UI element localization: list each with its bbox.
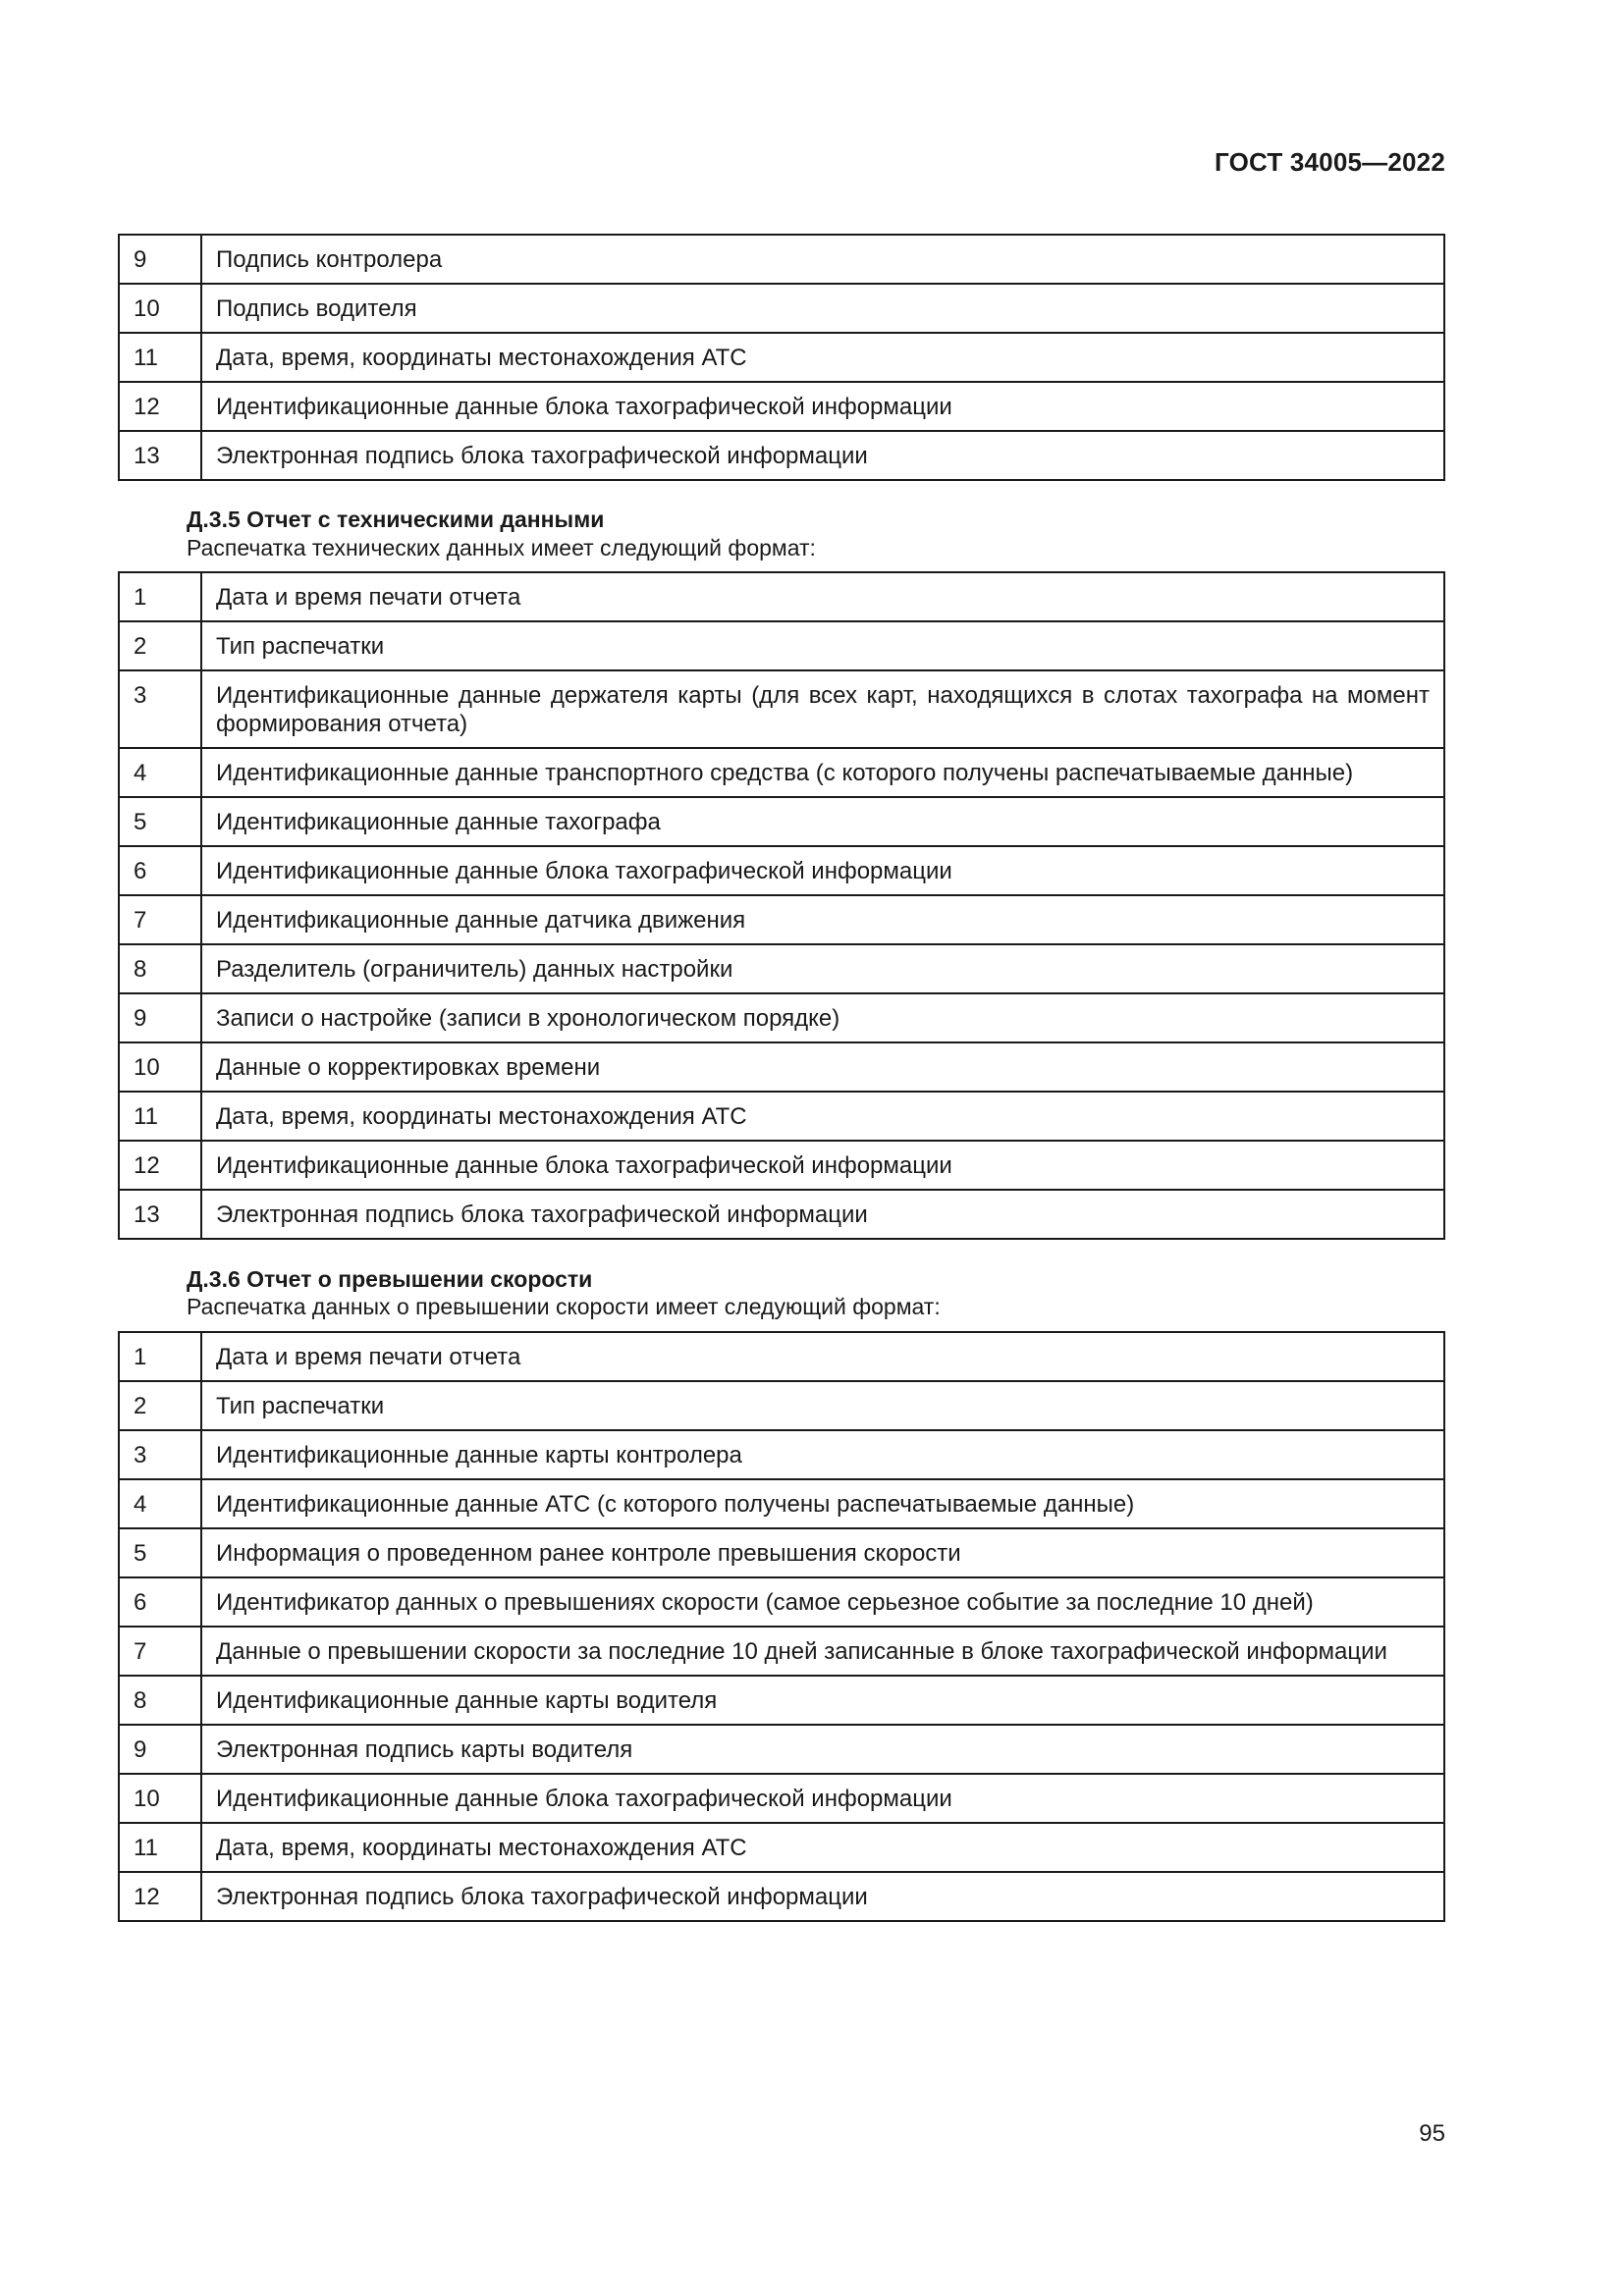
table-row (119, 895, 1444, 944)
row-number: 10 (119, 1042, 201, 1092)
row-number: 9 (119, 1725, 201, 1774)
row-description: Подпись контролера (201, 235, 1444, 284)
table-technical-data-body (119, 572, 1444, 1239)
row-description: Идентификатор данных о превышениях скорости (самое серьезное событие за последние 10 дней) (201, 1577, 1444, 1627)
row-description: Дата, время, координаты местонахождения АТС (201, 333, 1444, 382)
row-description: Дата и время печати отчета (201, 1332, 1444, 1381)
row-description: Тип распечатки (201, 621, 1444, 670)
table-continued-body (119, 235, 1444, 480)
table-row (119, 1528, 1444, 1577)
table-row (119, 1141, 1444, 1190)
table-row (119, 1627, 1444, 1676)
row-description: Идентификационные данные блока тахографической информации (201, 1141, 1444, 1190)
row-description: Данные о превышении скорости за последние 10 дней записанные в блоке тахографической информации (201, 1627, 1444, 1676)
row-description: Дата и время печати отчета (201, 572, 1444, 621)
section-d35-intro: Распечатка технических данных имеет следующий формат: (187, 535, 816, 561)
table-row (119, 944, 1444, 993)
table-row (119, 993, 1444, 1042)
table-row (119, 1092, 1444, 1141)
row-description: Идентификационные данные блока тахографической информации (201, 846, 1444, 895)
row-number: 12 (119, 1141, 201, 1190)
row-number: 11 (119, 1823, 201, 1872)
table-row (119, 1676, 1444, 1725)
row-number: 9 (119, 993, 201, 1042)
row-description: Тип распечатки (201, 1381, 1444, 1430)
table-row (119, 1774, 1444, 1823)
row-description: Идентификационные данные держателя карты (для всех карт, находящихся в слотах тахографа на момент формирования отчета) (201, 670, 1444, 748)
row-number: 11 (119, 1092, 201, 1141)
row-description: Идентификационные данные датчика движения (201, 895, 1444, 944)
row-number: 5 (119, 1528, 201, 1577)
table-row (119, 1725, 1444, 1774)
table-row (119, 1823, 1444, 1872)
row-number: 9 (119, 235, 201, 284)
table-continued (118, 234, 1445, 481)
table-speeding-data (118, 1331, 1445, 1922)
table-row (119, 748, 1444, 797)
table-row (119, 284, 1444, 333)
table-row (119, 846, 1444, 895)
row-number: 13 (119, 431, 201, 480)
row-description: Идентификационные данные карты контролера (201, 1430, 1444, 1479)
row-description: Электронная подпись блока тахографической информации (201, 431, 1444, 480)
row-description: Дата, время, координаты местонахождения АТС (201, 1823, 1444, 1872)
row-number: 13 (119, 1190, 201, 1239)
row-number: 7 (119, 895, 201, 944)
row-number: 3 (119, 1430, 201, 1479)
row-number: 8 (119, 1676, 201, 1725)
row-number: 4 (119, 1479, 201, 1528)
table-row (119, 1042, 1444, 1092)
row-number: 12 (119, 382, 201, 431)
row-number: 2 (119, 621, 201, 670)
row-description: Идентификационные данные АТС (с которого получены распечатываемые данные) (201, 1479, 1444, 1528)
table-technical-data (118, 571, 1445, 1240)
row-number: 6 (119, 846, 201, 895)
section-d36-title: Д.3.6 Отчет о превышении скорости (187, 1266, 593, 1292)
row-description: Идентификационные данные блока тахографической информации (201, 382, 1444, 431)
table-row (119, 333, 1444, 382)
table-row (119, 797, 1444, 846)
table-row (119, 1872, 1444, 1921)
row-description: Записи о настройке (записи в хронологическом порядке) (201, 993, 1444, 1042)
table-row (119, 621, 1444, 670)
row-number: 1 (119, 572, 201, 621)
row-number: 10 (119, 1774, 201, 1823)
table-row (119, 1381, 1444, 1430)
row-description: Идентификационные данные блока тахографической информации (201, 1774, 1444, 1823)
table-row (119, 382, 1444, 431)
table-row (119, 1332, 1444, 1381)
row-number: 5 (119, 797, 201, 846)
table-row (119, 670, 1444, 748)
row-number: 7 (119, 1627, 201, 1676)
row-number: 1 (119, 1332, 201, 1381)
row-number: 3 (119, 670, 201, 748)
table-row (119, 572, 1444, 621)
row-number: 10 (119, 284, 201, 333)
row-number: 12 (119, 1872, 201, 1921)
section-d36-intro: Распечатка данных о превышении скорости имеет следующий формат: (187, 1294, 941, 1319)
row-number: 8 (119, 944, 201, 993)
row-number: 11 (119, 333, 201, 382)
row-description: Идентификационные данные тахографа (201, 797, 1444, 846)
table-row (119, 235, 1444, 284)
table-row (119, 431, 1444, 480)
row-description: Подпись водителя (201, 284, 1444, 333)
table-row (119, 1190, 1444, 1239)
row-description: Электронная подпись блока тахографической информации (201, 1190, 1444, 1239)
row-description: Данные о корректировках времени (201, 1042, 1444, 1092)
row-description: Идентификационные данные карты водителя (201, 1676, 1444, 1725)
row-number: 4 (119, 748, 201, 797)
row-description: Электронная подпись блока тахографической информации (201, 1872, 1444, 1921)
section-d35-title: Д.3.5 Отчет с техническими данными (187, 507, 605, 532)
table-row (119, 1430, 1444, 1479)
table-row (119, 1577, 1444, 1627)
page-number: 95 (1419, 2120, 1445, 2147)
table-speeding-data-body (119, 1332, 1444, 1921)
row-number: 6 (119, 1577, 201, 1627)
row-description: Электронная подпись карты водителя (201, 1725, 1444, 1774)
document-header: ГОСТ 34005—2022 (1215, 147, 1445, 177)
row-number: 2 (119, 1381, 201, 1430)
row-description: Дата, время, координаты местонахождения АТС (201, 1092, 1444, 1141)
row-description: Разделитель (ограничитель) данных настройки (201, 944, 1444, 993)
row-description: Информация о проведенном ранее контроле превышения скорости (201, 1528, 1444, 1577)
row-description: Идентификационные данные транспортного средства (с которого получены распечатываемые данные) (201, 748, 1444, 797)
table-row (119, 1479, 1444, 1528)
